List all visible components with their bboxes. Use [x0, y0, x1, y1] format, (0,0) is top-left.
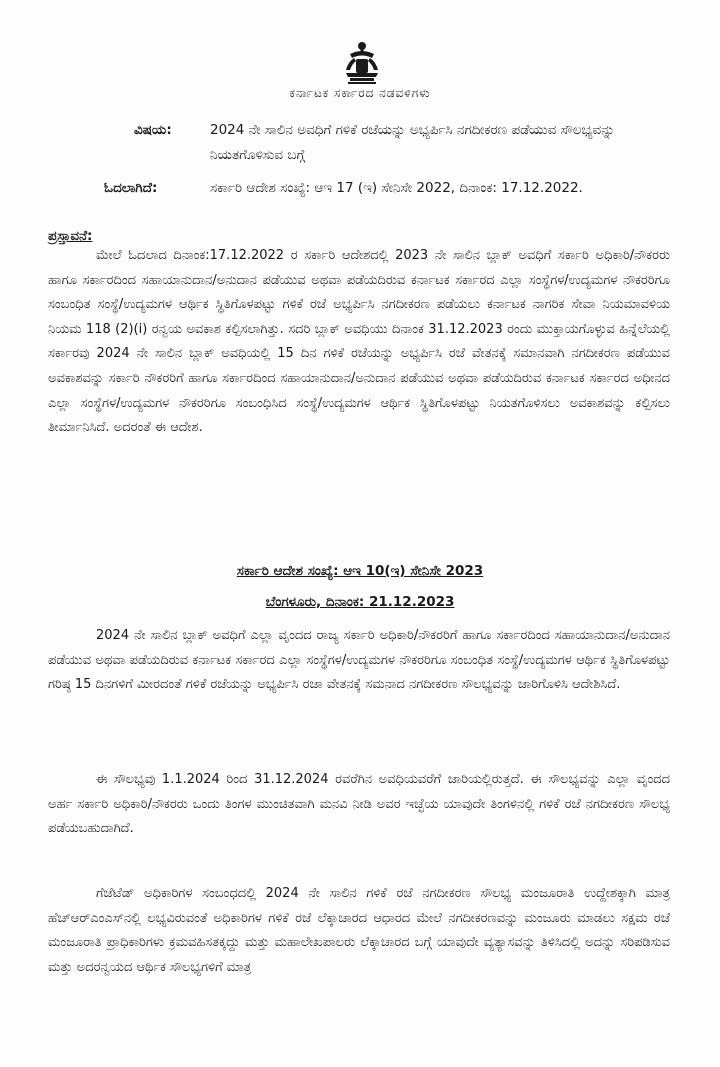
reference-text: ಸರ್ಕಾರಿ ಆದೇಶ ಸಂಖ್ಯೆ: ಆಇ 17 (ಇ) ಸೇನಿಸೇ 2022, ದಿನಾಂಕ: 17.12.2022.: [210, 180, 583, 196]
order-paragraph-1: [48, 624, 670, 698]
order-place-date-heading: ಬೆಂಗಳೂರು, ದಿನಾಂಕ: 21.12.2023: [265, 594, 455, 610]
order-paragraph-3-text: ಗೆಜೆಟೆಡ್ ಅಧಿಕಾರಿಗಳ ಸಂಬಂಧದಲ್ಲಿ 2024 ನೇ ಸಾಲಿನ ಗಳಿಕೆ ರಜೆ ನಗದೀಕರಣ ಸೌಲಭ್ಯ ಮಂಜೂರಾತಿ ಉದ್ದೇಶಕ್ಕಾಗಿ ಮಾತ್ರ ಹೆಚ್‌ಆರ್‌ಎಂಎಸ್‌ನಲ್ಲಿ ಲಭ್ಯವಿರುವಂತೆ ಅಧಿಕಾರಿಗಳ ಗಳಿಕೆ ರಜೆ ಲೆಕ್ಕಾಚಾರದ ಆಧಾರದ ಮೇಲೆ ನಗದೀಕರಣವನ್ನು ಮಂಜೂರು ಮಾಡಲು ಸಕ್ಷಮ ರಜೆ ಮಂಜೂರಾತಿ ಪ್ರಾಧಿಕಾರಿಗಳು ಕ್ರಮವಹಿಸತಕ್ಕದ್ದು ಮತ್ತು ಮಹಾಲೇಖಪಾಲರು ಲೆಕ್ಕಾಚಾರದ ಬಗ್ಗೆ ಯಾವುದೇ ವ್ಯತ್ಯಾಸವನ್ನು ತಿಳಿಸಿದಲ್ಲಿ ಅದನ್ನು ಸರಿಪಡಿಸುವ ಮತ್ತು ಅದರನ್ವಯದ ಆರ್ಥಿಕ ಸೌಲಭ್ಯಗಳಿಗೆ ಮಾತ್ರ: [48, 886, 670, 975]
subject-text: 2024 ನೇ ಸಾಲಿನ ಅವಧಿಗೆ ಗಳಿಕೆ ರಜೆಯನ್ನು ಅಭ್ಯರ್ಪಿಸಿ ನಗದೀಕರಣ ಪಡೆಯುವ ಸೌಲಭ್ಯವನ್ನು ನಿಯತಗೊಳಿಸುವ ಬಗ್ಗೆ: [210, 122, 615, 163]
order-number-heading: ಸರ್ಕಾರಿ ಆದೇಶ ಸಂಖ್ಯೆ: ಆಇ 10(ಇ) ಸೇನಿಸೇ 2023: [236, 563, 484, 579]
preamble-paragraph: [48, 244, 670, 441]
order-paragraph-2-text: ಈ ಸೌಲಭ್ಯವು 1.1.2024 ರಿಂದ 31.12.2024 ರವರೆಗಿನ ಅವಧಿಯವರೆಗೆ ಜಾರಿಯಲ್ಲಿರುತ್ತದೆ. ಈ ಸೌಲಭ್ಯವನ್ನು ಎಲ್ಲಾ ವೃಂದದ ಅರ್ಹ ಸರ್ಕಾರಿ ಅಧಿಕಾರಿ/ನೌಕರರು ಒಂದು ತಿಂಗಳ ಮುಂಚಿತವಾಗಿ ಮನವಿ ನೀಡಿ ಅವರ ಇಚ್ಛೆಯ ಯಾವುದೇ ತಿಂಗಳಿನಲ್ಲಿ ಗಳಿಕೆ ರಜೆ ನಗದೀಕರಣ ಸೌಲಭ್ಯ ಪಡೆಯಬಹುದಾಗಿದೆ.: [48, 772, 670, 837]
government-proceedings-title: ಕರ್ನಾಟಕ ಸರ್ಕಾರದ ನಡವಳಿಗಳು: [289, 86, 431, 100]
order-paragraph-2: [48, 768, 670, 842]
subject-label: ವಿಷಯ:: [134, 122, 172, 138]
order-paragraph-1-text: 2024 ನೇ ಸಾಲಿನ ಬ್ಲಾಕ್ ಅವಧಿಗೆ ಎಲ್ಲಾ ವೃಂದದ ರಾಜ್ಯ ಸರ್ಕಾರಿ ಅಧಿಕಾರಿ/ನೌಕರರಿಗೆ ಹಾಗೂ ಸರ್ಕಾರದಿಂದ ಸಹಾಯಾನುದಾನ/ಅನುದಾನ ಪಡೆಯುವ ಅಥವಾ ಪಡೆಯದಿರುವ ಕರ್ನಾಟಕ ಸರ್ಕಾರದ ಎಲ್ಲಾ ಸಂಸ್ಥೆಗಳ/ಉದ್ಯಮಗಳ ನೌಕರರಿಗೂ ಸಂಬಂಧಿತ ಸಂಸ್ಥೆ/ಉದ್ಯಮಗಳ ಆರ್ಥಿಕ ಸ್ಥಿತಿಗೊಳಪಟ್ಟು ಗರಿಷ್ಠ 15 ದಿನಗಳಿಗೆ ಮೀರದಂತೆ ಗಳಿಕೆ ರಜೆಯನ್ನು ಅಭ್ಯರ್ಪಿಸಿ ರಜಾ ವೇತನಕ್ಕೆ ಸಮನಾದ ನಗದೀಕರಣ ಸೌಲಭ್ಯವನ್ನು ಜಾರಿಗೊಳಿಸಿ ಆದೇಶಿಸಿದೆ.: [48, 628, 670, 693]
reference-label: ಓದಲಾಗಿದೆ:: [104, 180, 158, 196]
karnataka-government-emblem-icon: [340, 40, 384, 86]
preamble-text: ಮೇಲೆ ಓದಲಾದ ದಿನಾಂಕ:17.12.2022 ರ ಸರ್ಕಾರಿ ಆದೇಶದಲ್ಲಿ 2023 ನೇ ಸಾಲಿನ ಬ್ಲಾಕ್ ಅವಧಿಗೆ ಸರ್ಕಾರಿ ಅಧಿಕಾರಿ/ನೌಕರರು ಹಾಗೂ ಸರ್ಕಾರದಿಂದ ಸಹಾಯಾನುದಾನ/ಅನುದಾನ ಪಡೆಯುವ ಅಥವಾ ಪಡೆಯದಿರುವ ಕರ್ನಾಟಕ ಸರ್ಕಾರದ ಎಲ್ಲಾ ಸಂಸ್ಥೆಗಳ/ಉದ್ಯಮಗಳ ನೌಕರರಿಗೂ ಸಂಬಂಧಿತ ಸಂಸ್ಥೆ/ಉದ್ಯಮಗಳ ಆರ್ಥಿಕ ಸ್ಥಿತಿಗೊಳಪಟ್ಟು ಗಳಿಕೆ ರಜೆ ಅಭ್ಯರ್ಪಿಸಿ ನಗದೀಕರಣ ಪಡೆಯಲು ಕರ್ನಾಟಕ ನಾಗರಿಕ ಸೇವಾ ನಿಯಮಾವಳಿಯ ನಿಯಮ 118 (2)(i) ರನ್ವಯ ಅವಕಾಶ ಕಲ್ಪಿಸಲಾಗಿತ್ತು. ಸದರಿ ಬ್ಲಾಕ್ ಅವಧಿಯು ದಿನಾಂಕ 31.12.2023 ರಂದು ಮುಕ್ತಾಯಗೊಳ್ಳುವ ಹಿನ್ನೆಲೆಯಲ್ಲಿ ಸರ್ಕಾರವು 2024 ನೇ ಸಾಲಿನ ಬ್ಲಾಕ್ ಅವಧಿಯಲ್ಲಿ 15 ದಿನ ಗಳಿಕೆ ರಜೆಯನ್ನು ಅಭ್ಯರ್ಪಿಸಿ ರಜೆ ವೇತನಕ್ಕೆ ಸಮಾನವಾಗಿ ನಗದೀಕರಣ ಪಡೆಯುವ ಅವಕಾಶವನ್ನು ಸರ್ಕಾರಿ ನೌಕರರಿಗೆ ಹಾಗೂ ಸರ್ಕಾರದಿಂದ ಸಹಾಯಾನುದಾನ/ಅನುದಾನ ಪಡೆಯುವ ಅಥವಾ ಪಡೆಯದಿರುವ ಕರ್ನಾಟಕ ಸರ್ಕಾರದ ಅಧೀನದ ಎಲ್ಲಾ ಸಂಸ್ಥೆಗಳ/ಉದ್ಯಮಗಳ ನೌಕರರಿಗೂ ಸಂಬಂಧಿಸಿದ ಸಂಸ್ಥೆ/ಉದ್ಯಮಗಳ ಆರ್ಥಿಕ ಸ್ಥಿತಿಗೊಳಪಟ್ಟು ನಿಯತಗೊಳಿಸಲು ಅವಕಾಶವನ್ನು ಕಲ್ಪಿಸಲು ತೀರ್ಮಾನಿಸಿದೆ. ಅದರಂತೆ ಈ ಆದೇಶ.: [48, 248, 670, 436]
order-paragraph-3: [48, 882, 670, 980]
preamble-heading: ಪ್ರಸ್ತಾವನೆ:: [48, 228, 93, 244]
